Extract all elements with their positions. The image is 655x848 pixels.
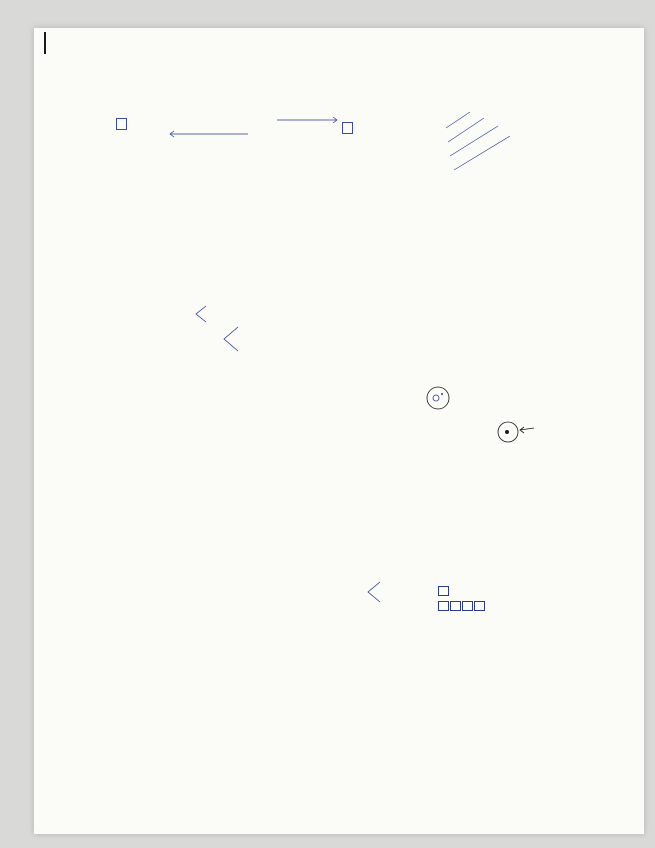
element-he: [342, 122, 353, 134]
cl-orbital-boxes: [438, 595, 486, 614]
atom-icon: [424, 384, 454, 414]
margin-mark: [44, 32, 46, 54]
brace: [222, 326, 240, 352]
periodic-table: [112, 108, 364, 198]
table-arrows: [112, 108, 364, 198]
brace: [366, 580, 382, 604]
orbital-diagonals: [440, 108, 540, 178]
atom-electron-icon: [494, 418, 538, 446]
brace: [194, 305, 208, 323]
element-h: [116, 118, 127, 130]
